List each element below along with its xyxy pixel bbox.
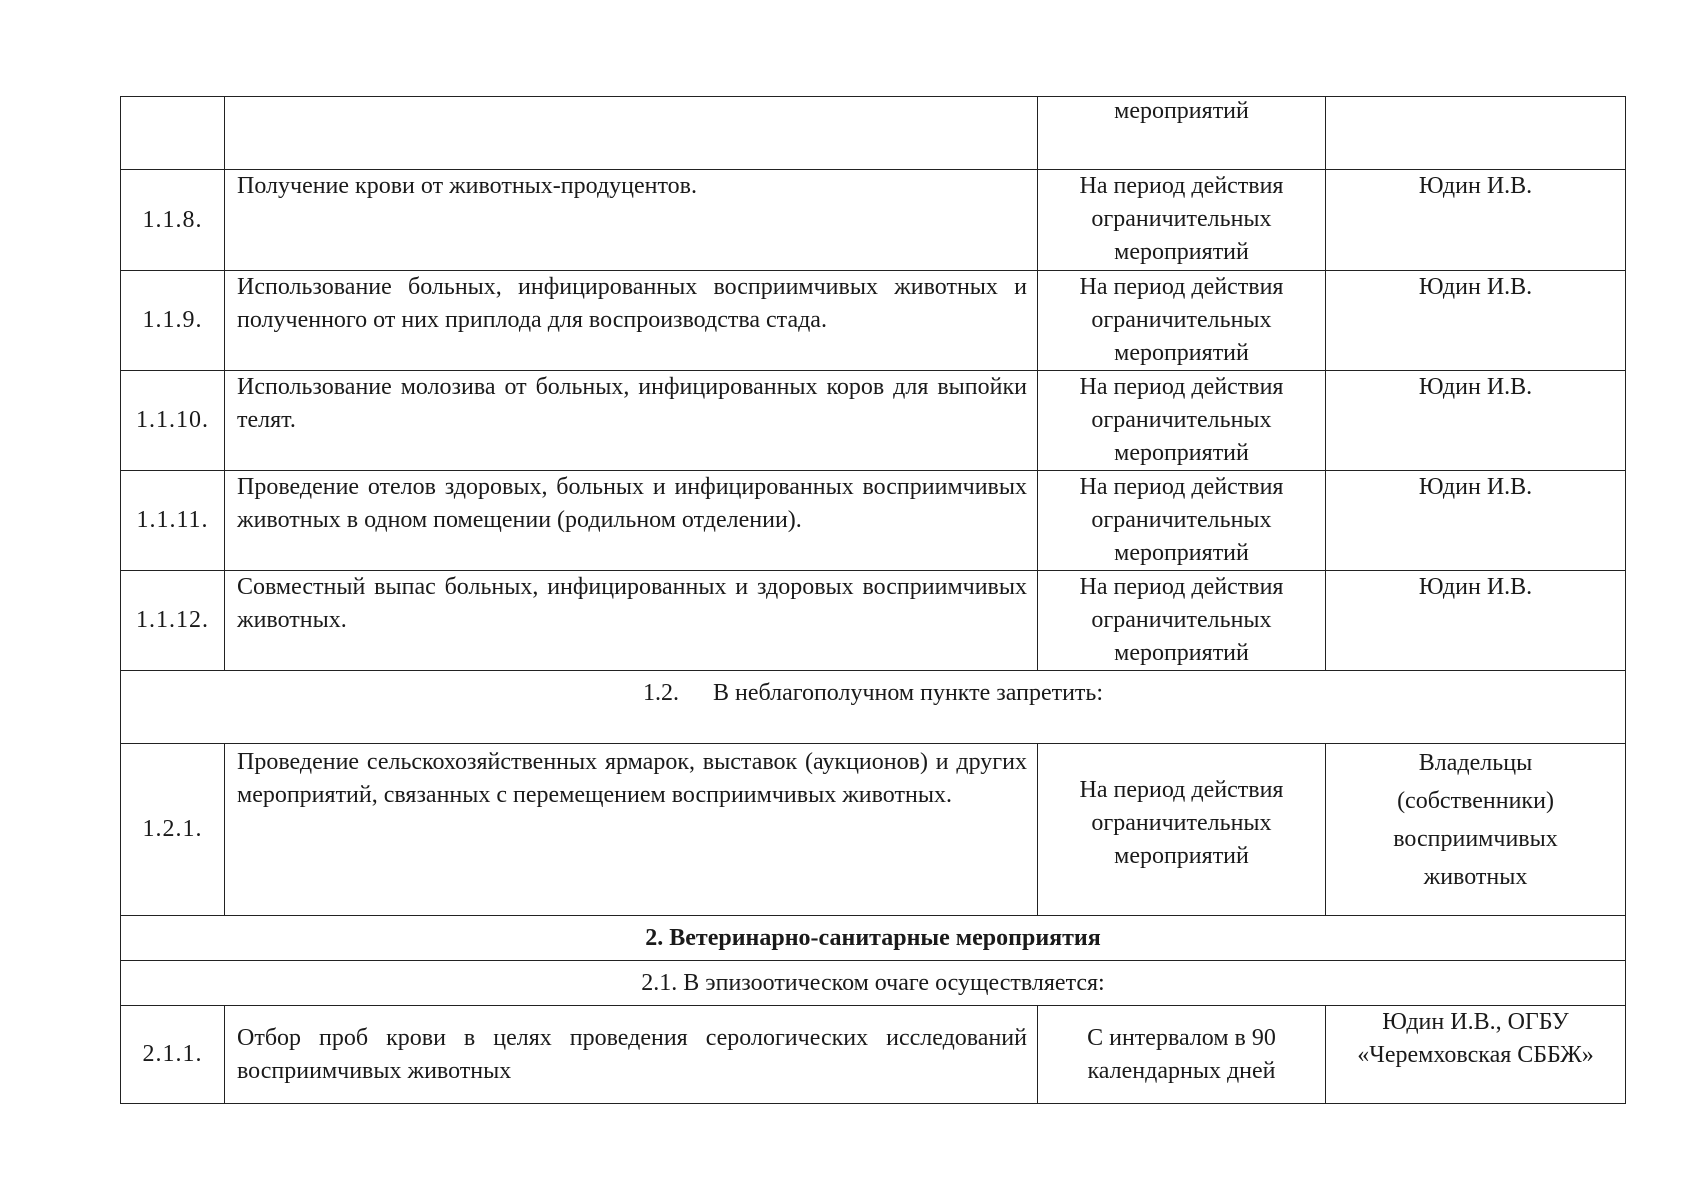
row-number: 1.1.11. <box>121 471 225 571</box>
section-heading-cell <box>121 671 1626 744</box>
table-row <box>121 744 1626 916</box>
row-number: 1.1.9. <box>121 271 225 371</box>
responsible-cell <box>1326 271 1626 371</box>
section-number: 1.2. <box>642 680 679 706</box>
term-cell <box>1038 97 1326 170</box>
measure-text: Получение крови от животных-продуцентов. <box>237 173 697 199</box>
section-row-2 <box>121 916 1626 961</box>
term-text: На период действия ограничительных мероприятий <box>1079 474 1284 566</box>
measure-text: Отбор проб крови в целях проведения серологических исследований восприимчивых животных <box>237 1024 1027 1084</box>
row-number: 1.1.8. <box>121 170 225 271</box>
table-row <box>121 471 1626 571</box>
table-row <box>121 371 1626 471</box>
term-cell <box>1038 744 1326 916</box>
measure-text-cell <box>225 571 1038 671</box>
responsible-cell <box>1326 571 1626 671</box>
row-number: 1.1.10. <box>121 371 225 471</box>
measures-table <box>120 96 1626 1104</box>
responsible-cell <box>1326 97 1626 170</box>
term-text: На период действия ограничительных мероприятий <box>1079 374 1284 466</box>
number-cell <box>121 97 225 170</box>
row-number: 1.1.12. <box>121 571 225 671</box>
table-row-continuation <box>121 97 1626 170</box>
section-title: 2. Ветеринарно-санитарные мероприятия <box>645 924 1101 951</box>
section-heading <box>643 671 1103 710</box>
term-cell <box>1038 271 1326 371</box>
measure-text-cell <box>225 371 1038 471</box>
subsection-title: 2.1. В эпизоотическом очаге осуществляется: <box>641 969 1105 996</box>
responsible-cell <box>1326 1006 1626 1104</box>
measure-text-cell <box>225 271 1038 371</box>
term-cell <box>1038 371 1326 471</box>
term-cell <box>1038 170 1326 271</box>
section-row-2-1 <box>121 961 1626 1006</box>
measure-text-cell <box>225 744 1038 916</box>
measure-text-cell <box>225 97 1038 170</box>
section-title: В неблагополучном пункте запретить: <box>712 680 1104 706</box>
responsible-cell <box>1326 471 1626 571</box>
row-number: 2.1.1. <box>121 1006 225 1104</box>
table-row <box>121 571 1626 671</box>
section-row-1-2 <box>121 671 1626 744</box>
responsible-text: Юдин И.В., ОГБУ «Черемховская СББЖ» <box>1357 1009 1594 1068</box>
row-number: 1.2.1. <box>121 744 225 916</box>
measure-text: Проведение отелов здоровых, больных и инфицированных восприимчивых животных в одном помещении (родильном отделении). <box>237 474 1027 533</box>
measure-text: Совместный выпас больных, инфицированных и здоровых восприимчивых животных. <box>237 574 1027 633</box>
term-text: На период действия ограничительных мероприятий <box>1079 574 1284 666</box>
responsible-cell <box>1326 170 1626 271</box>
table-row <box>121 271 1626 371</box>
term-text: На период действия ограничительных мероприятий <box>1079 274 1284 366</box>
measure-text-cell <box>225 1006 1038 1104</box>
subsection-heading-cell <box>121 961 1626 1006</box>
responsible-text: Юдин И.В. <box>1418 474 1533 500</box>
term-cell <box>1038 471 1326 571</box>
responsible-text: Владельцы (собственники) восприимчивых животных <box>1393 750 1558 890</box>
term-text: На период действия ограничительных мероприятий <box>1079 777 1284 869</box>
measure-text: Использование молозива от больных, инфицированных коров для выпойки телят. <box>237 374 1027 433</box>
table-row <box>121 170 1626 271</box>
term-text: мероприятий <box>1114 98 1249 124</box>
measure-text: Проведение сельскохозяйственных ярмарок, выставок (аукционов) и других мероприятий, связанных с перемещением восприимчивых животных. <box>237 749 1027 808</box>
measure-text-cell <box>225 170 1038 271</box>
responsible-cell <box>1326 744 1626 916</box>
term-cell <box>1038 1006 1326 1104</box>
measure-text-cell <box>225 471 1038 571</box>
term-text: С интервалом в 90 календарных дней <box>1087 1024 1276 1084</box>
table-row <box>121 1006 1626 1104</box>
responsible-text: Юдин И.В. <box>1418 274 1533 300</box>
section-heading-cell <box>121 916 1626 961</box>
responsible-text: Юдин И.В. <box>1418 173 1533 199</box>
responsible-text: Юдин И.В. <box>1418 374 1533 400</box>
measure-text: Использование больных, инфицированных восприимчивых животных и полученного от них приплода для воспроизводства стада. <box>237 274 1027 333</box>
term-cell <box>1038 571 1326 671</box>
term-text: На период действия ограничительных мероприятий <box>1079 173 1284 265</box>
responsible-cell <box>1326 371 1626 471</box>
responsible-text: Юдин И.В. <box>1418 574 1533 600</box>
